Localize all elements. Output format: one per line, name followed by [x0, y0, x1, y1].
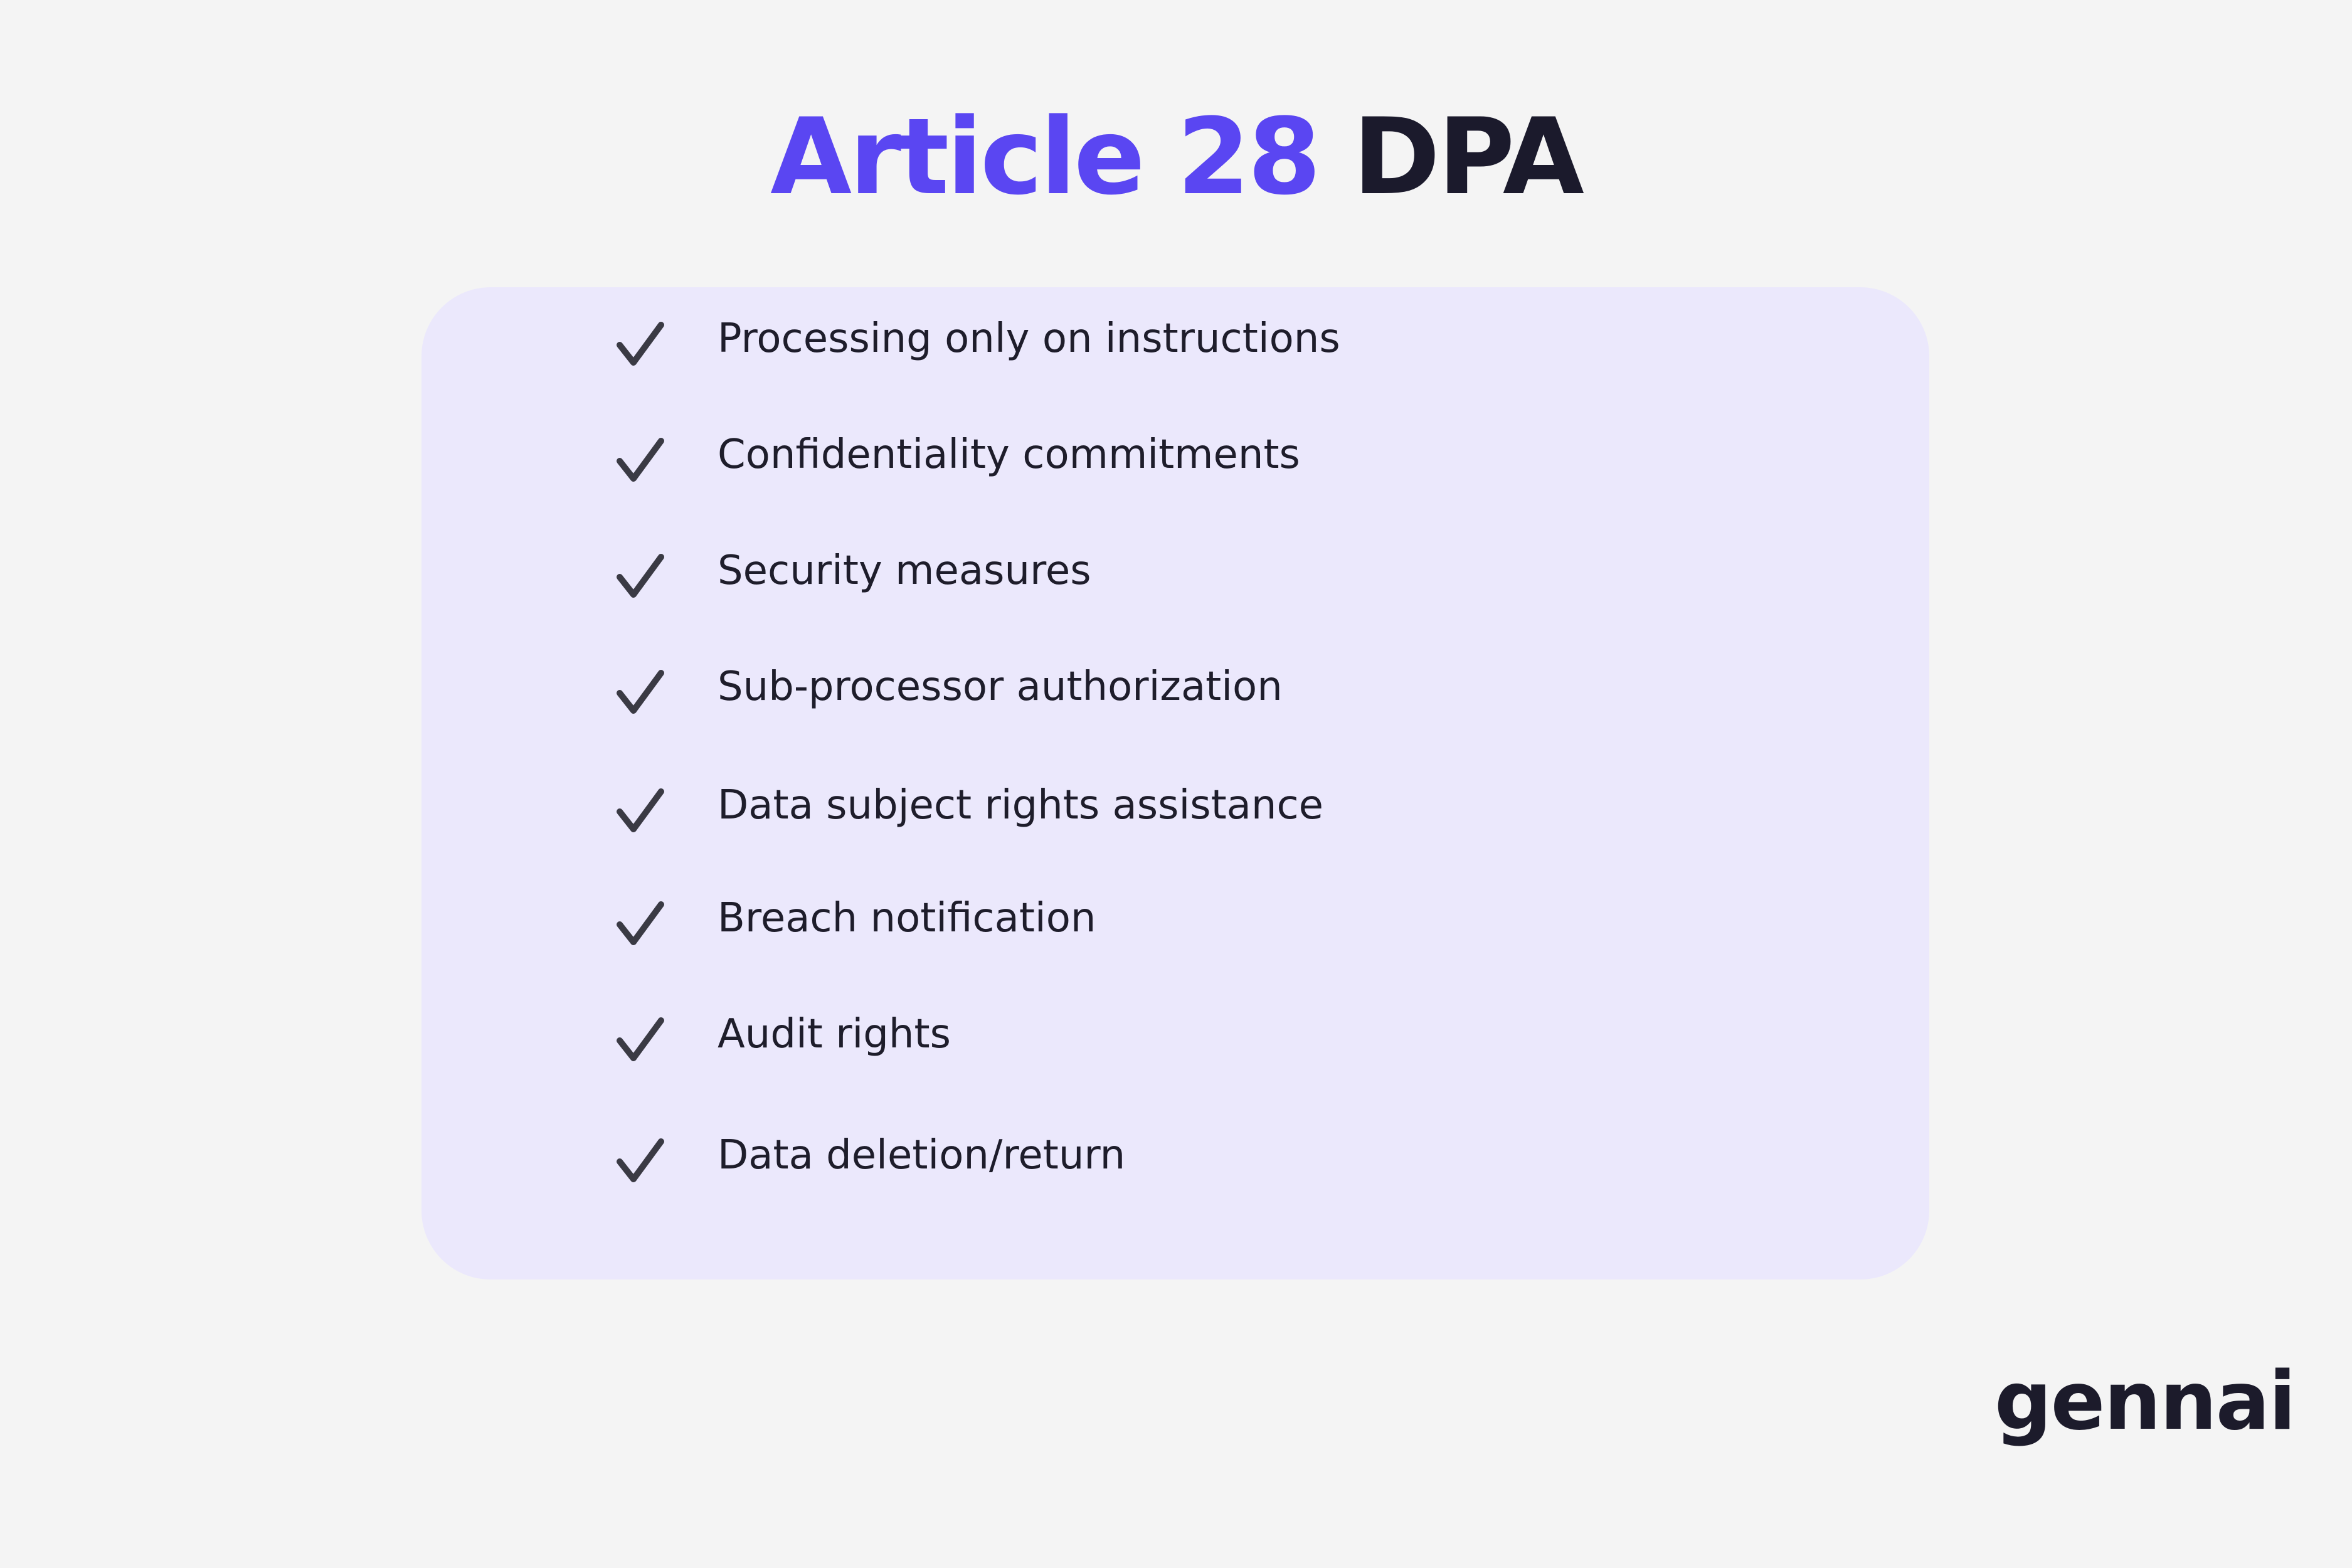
list-item: [421, 420, 1929, 489]
brand-logo: gennai: [1994, 1355, 2295, 1448]
check-icon: [616, 899, 666, 950]
list-item-label: Sub-processor authorization: [718, 664, 1283, 710]
checklist-card: [421, 287, 1929, 1279]
title-rest: DPA: [1352, 95, 1582, 218]
list-item-label: Audit rights: [718, 1011, 951, 1057]
list-item: [421, 652, 1929, 721]
list-item: [421, 771, 1929, 840]
list-item: [421, 1000, 1929, 1069]
list-item-label: Breach notification: [718, 895, 1096, 941]
list-item-label: Data deletion/return: [718, 1132, 1126, 1179]
list-item-label: Data subject rights assistance: [718, 782, 1323, 829]
list-item: [421, 304, 1929, 373]
list-item-label: Processing only on instructions: [718, 315, 1340, 362]
check-icon: [616, 552, 666, 602]
list-item-label: Security measures: [718, 548, 1091, 594]
page-title: [0, 94, 2352, 220]
check-icon: [616, 668, 666, 718]
list-item-label: Confidentiality commitments: [718, 432, 1300, 478]
title-accent: Article 28: [770, 95, 1319, 218]
check-icon: [616, 1015, 666, 1066]
check-icon: [616, 320, 666, 370]
list-item: [421, 1121, 1929, 1190]
check-icon: [616, 436, 666, 486]
list-item: [421, 884, 1929, 953]
list-item: [421, 536, 1929, 605]
check-icon: [616, 787, 666, 837]
check-icon: [616, 1136, 666, 1187]
